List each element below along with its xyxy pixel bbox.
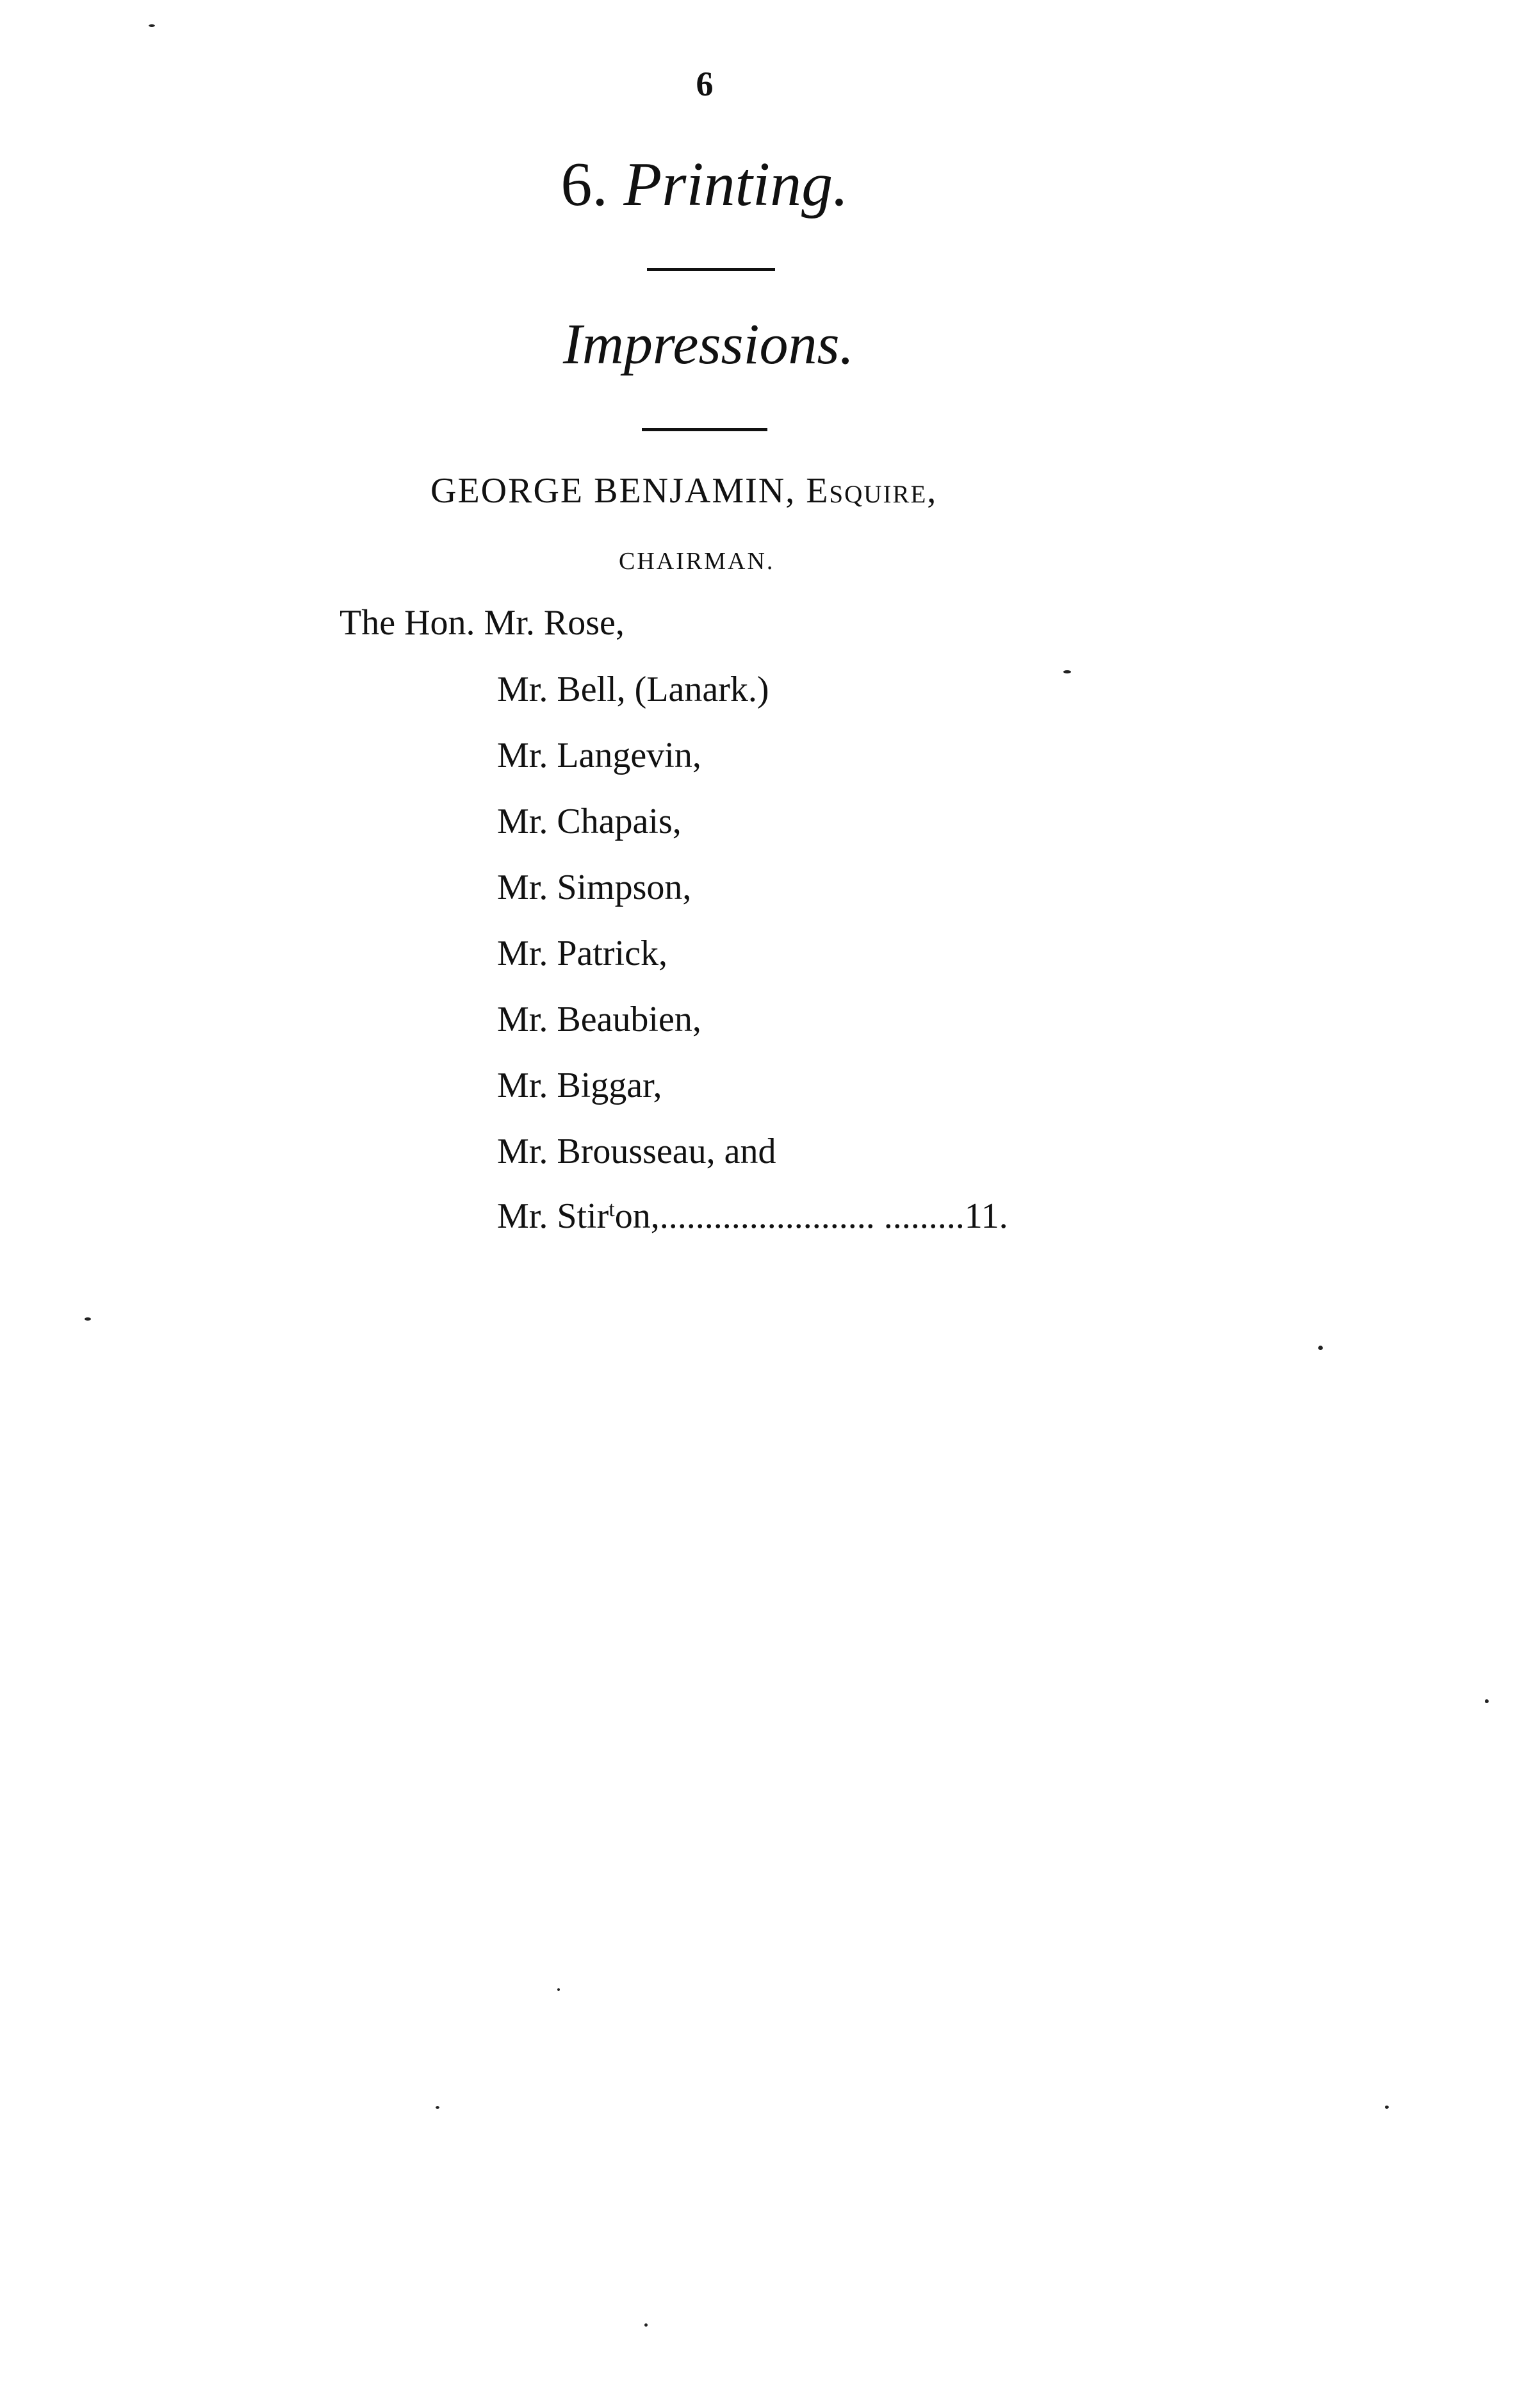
heading-title: Printing. xyxy=(623,150,849,219)
heading xyxy=(0,149,1409,220)
heading-number: 6. xyxy=(560,150,608,219)
member-item: Mr. Simpson, xyxy=(497,868,692,907)
print-speck xyxy=(85,1317,91,1321)
member-last-prefix: Mr. Stir xyxy=(497,1196,609,1236)
print-speck xyxy=(1063,670,1071,673)
subheading: Impressions. xyxy=(562,313,855,376)
member-last-line xyxy=(497,1196,1008,1237)
member-item: Mr. Beaubien, xyxy=(497,1000,701,1039)
member-first: The Hon. Mr. Rose, xyxy=(339,603,625,643)
member-item: Mr. Bell, (Lanark.) xyxy=(497,670,769,709)
print-speck xyxy=(557,1988,560,1991)
chairman-name: GEORGE BENJAMIN, xyxy=(430,471,796,511)
print-speck xyxy=(1485,1699,1489,1703)
page-number: 6 xyxy=(696,65,714,103)
member-item: Mr. Patrick, xyxy=(497,934,667,973)
chairman-role: CHAIRMAN. xyxy=(619,548,775,575)
print-speck xyxy=(1318,1346,1323,1350)
member-item: Mr. Chapais, xyxy=(497,802,682,841)
member-last-superscript: t xyxy=(609,1198,615,1221)
print-speck xyxy=(436,2106,439,2109)
print-speck xyxy=(1385,2106,1389,2109)
chairman-line xyxy=(430,470,937,511)
member-item: Mr. Brousseau, and xyxy=(497,1132,776,1171)
member-item: Mr. Langevin, xyxy=(497,736,701,775)
subheading-rule xyxy=(642,428,767,431)
heading-rule xyxy=(647,268,775,271)
member-item: Mr. Biggar, xyxy=(497,1066,662,1105)
print-speck xyxy=(149,24,155,27)
member-count: 11. xyxy=(964,1196,1008,1236)
chairman-suffix: Esquire, xyxy=(806,471,938,511)
dot-leader: ........................ ......... xyxy=(659,1196,965,1236)
print-speck xyxy=(644,2323,648,2327)
member-last-suffix: on, xyxy=(614,1196,660,1236)
